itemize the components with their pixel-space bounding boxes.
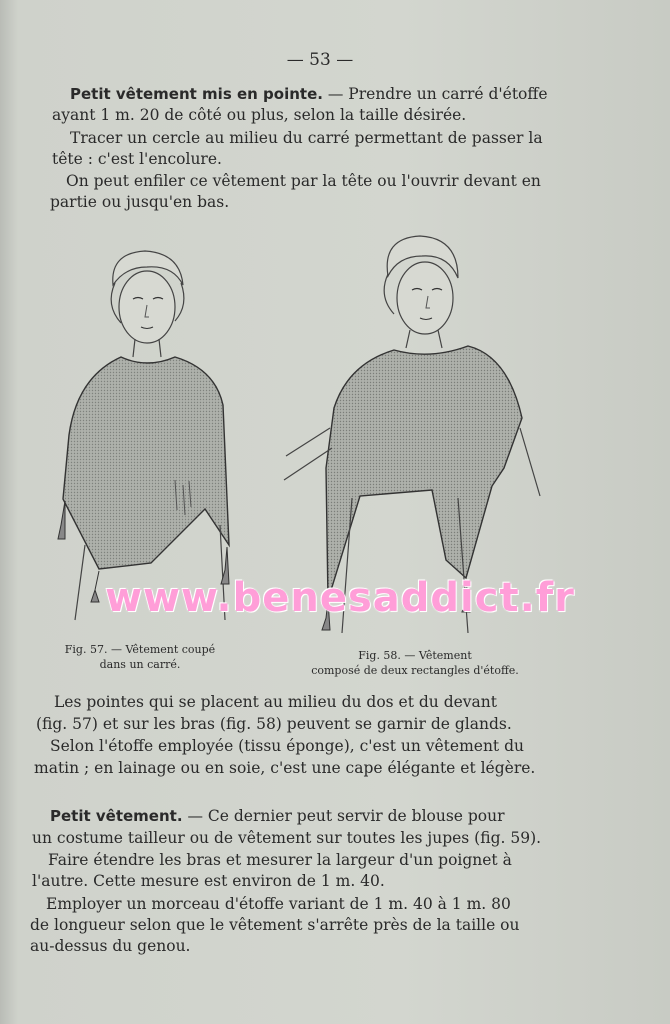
section2-first-line — [50, 806, 550, 827]
page-number: — 53 — — [286, 50, 354, 70]
section2-line: au-dessus du genou. — [30, 937, 191, 955]
watermark: www.benesaddict.fr — [105, 575, 575, 621]
paragraph-line: matin ; en lainage ou en soie, c'est une cape élégante et légère. — [34, 759, 536, 777]
figure-57-illustration — [55, 245, 245, 625]
section2-line: de longueur selon que le vêtement s'arrête près de la taille ou — [30, 916, 520, 934]
section2-line: Employer un morceau d'étoffe variant de 1 m. 40 à 1 m. 80 — [46, 895, 511, 913]
section2-heading: Petit vêtement. — [50, 807, 183, 825]
section1-heading: Petit vêtement mis en pointe. — [70, 85, 323, 103]
figure-58-caption — [285, 648, 545, 678]
section2-line: — Ce dernier peut servir de blouse pour — [182, 807, 505, 825]
caption-line: Fig. 57. — Vêtement coupé — [64, 643, 216, 656]
section1-first-line — [70, 84, 560, 105]
figure-57-caption — [40, 642, 240, 672]
caption-line: composé de deux rectangles d'étoffe. — [311, 664, 519, 677]
section1-line: On peut enfiler ce vêtement par la tête ou l'ouvrir devant en — [66, 172, 541, 190]
section2-line: l'autre. Cette mesure est environ de 1 m. 40. — [32, 872, 385, 890]
paragraph-line: (fig. 57) et sur les bras (fig. 58) peuvent se garnir de glands. — [36, 715, 512, 733]
caption-line: Fig. 58. — Vêtement — [358, 649, 472, 662]
caption-line: dans un carré. — [99, 658, 181, 671]
section1-line: ayant 1 m. 20 de côté ou plus, selon la taille désirée. — [52, 106, 467, 124]
section1-line: Tracer un cercle au milieu du carré permettant de passer la — [70, 129, 543, 147]
section1-line: partie ou jusqu'en bas. — [50, 193, 230, 211]
section2-line: Faire étendre les bras et mesurer la largeur d'un poignet à — [48, 851, 512, 869]
section1-line: — Prendre un carré d'étoffe — [322, 85, 548, 103]
paragraph-line: Selon l'étoffe employée (tissu éponge), c'est un vêtement du — [50, 737, 524, 755]
paragraph-line: Les pointes qui se placent au milieu du dos et du devant — [54, 693, 498, 711]
section2-line: un costume tailleur ou de vêtement sur toutes les jupes (fig. 59). — [32, 829, 542, 847]
section1-line: tête : c'est l'encolure. — [52, 150, 222, 168]
